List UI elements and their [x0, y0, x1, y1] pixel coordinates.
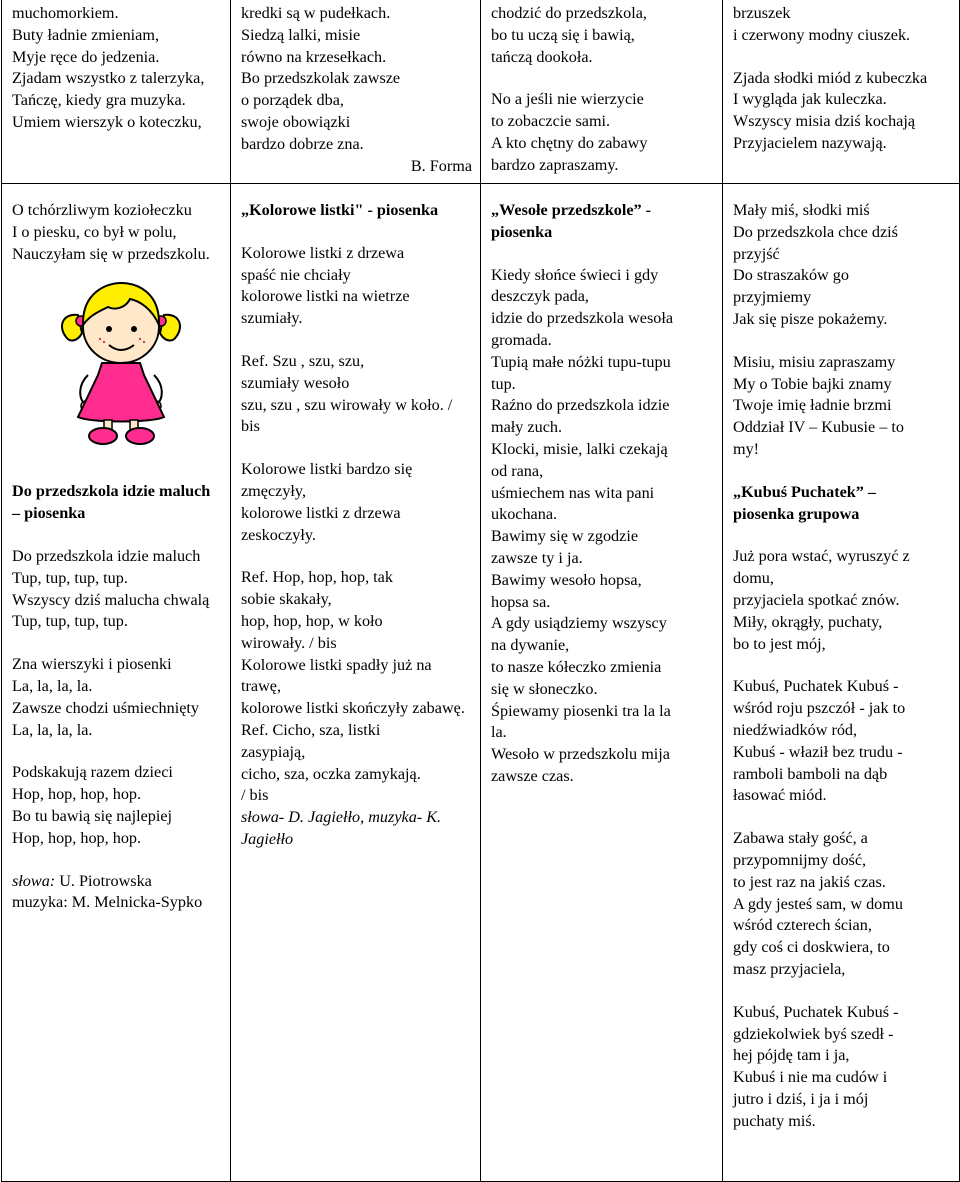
verse: Zabawa stały gość, a przypomnijmy dość, to jest raz na jakiś czas. A gdy jesteś sam, w domu wśród czterech ścian, gdy coś ci doskwiera, to masz przyjaciela,	[733, 829, 903, 978]
cell-r2-c3	[481, 184, 723, 1182]
verse: Kolorowe listki bardzo się zmęczyły, kolorowe listki z drzewa zeskoczyły.	[241, 460, 413, 544]
text-block: kredki są w pudełkach. Siedzą lalki, misie równo na krzesełkach. Bo przedszkolak zawsze o porządek dba, swoje obowiązki bardzo dobrze zna.	[241, 4, 401, 153]
table-row	[2, 0, 960, 184]
song-title: „Kolorowe listki" - piosenka	[241, 201, 439, 219]
cell-r2-c4	[723, 184, 960, 1182]
verse: Zna wierszyki i piosenki La, la, la, la. Zawsze chodzi uśmiechnięty La, la, la, la.	[12, 655, 199, 739]
text-block: O tchórzliwym koziołeczku I o piesku, co był w polu, Nauczyłam się w przedszkolu.	[12, 201, 210, 263]
song-credit: muzyka: M. Melnicka-Sypko	[12, 893, 203, 912]
verse: Już pora wstać, wyruszyć z domu, przyjaciela spotkać znów. Miły, okrągły, puchaty, bo to jest mój,	[733, 547, 910, 653]
author-credit: B. Forma	[410, 156, 472, 175]
table-row	[2, 184, 960, 1182]
cell-r1-c3	[481, 0, 723, 184]
credit-value: U. Piotrowska	[55, 871, 152, 890]
text-block: muchomorkiem. Buty ładnie zmieniam, Myje ręce do jedzenia. Zjadam wszystko z talerzyka, Tańczę, kiedy gra muzyka. Umiem wierszyk o koteczku,	[12, 4, 205, 131]
cell-r1-c1	[2, 0, 231, 184]
verse: Kiedy słońce świeci i gdy deszczyk pada, idzie do przedszkola wesoła gromada. Tupią małe nóżki tupu-tupu tup. Raźno do przedszkola idzie mały zuch. Klocki, misie, lalki czekają od rana, uśmiechem nas wita pani ukochana. Bawimy się w zgodzie zawsze ty i ja. Bawimy wesoło hopsa, hopsa sa. A gdy usiądziemy wszyscy na dywanie, to nasze kółeczko zmienia się w słoneczko. Śpiewamy piosenki tra la la la. Wesoło w przedszkolu mija zawsze czas.	[491, 265, 674, 785]
text-block: brzuszek i czerwony modny ciuszek.	[733, 4, 911, 44]
verse: Misiu, misiu zapraszamy My o Tobie bajki znamy Twoje imię ładnie brzmi Oddział IV – Kubusie – to my!	[733, 352, 904, 458]
verse: Mały miś, słodki miś Do przedszkola chce dziś przyjść Do straszaków go przyjmiemy Jak się pisze pokażemy.	[733, 201, 898, 328]
text-block: Zjada słodki miód z kubeczka I wygląda jak kuleczka. Wszyscy misia dziś kochają Przyjacielem nazywają.	[733, 68, 928, 152]
song-table	[1, 0, 960, 1182]
song-title: „Wesołe przedszkole” - piosenka	[491, 201, 652, 241]
cell-r1-c4	[723, 0, 960, 184]
cell-r2-c1	[2, 184, 231, 1182]
song-credit: słowa- D. Jagiełło, muzyka- K. Jagiełło	[241, 808, 442, 848]
verse: Do przedszkola idzie maluch Tup, tup, tup, tup. Wszyscy dziś malucha chwalą Tup, tup, tup, tup.	[12, 546, 210, 631]
credit-label: słowa:	[12, 871, 56, 890]
cell-r1-c2	[231, 0, 481, 184]
text-block: No a jeśli nie wierzycie to zobaczcie sami. A kto chętny do zabawy bardzo zapraszamy.	[491, 90, 648, 174]
song-title: Do przedszkola idzie maluch – piosenka	[12, 482, 211, 523]
girl-illustration	[56, 275, 186, 447]
verse: Podskakują razem dzieci Hop, hop, hop, hop. Bo tu bawią się najlepiej Hop, hop, hop, hop.	[12, 763, 173, 847]
verse: Kubuś, Puchatek Kubuś - gdziekolwiek byś szedł - hej pójdę tam i ja, Kubuś i nie ma cudów i jutro i dziś, i ja i mój puchaty miś.	[733, 1002, 899, 1130]
verse: Ref. Szu , szu, szu, szumiały wesoło szu, szu , szu wirowały w koło. / bis	[241, 351, 453, 436]
cell-r2-c2	[231, 184, 481, 1182]
song-credit	[12, 871, 222, 893]
verse: Kolorowe listki z drzewa spaść nie chciały kolorowe listki na wietrze szumiały.	[241, 243, 410, 328]
song-title: „Kubuś Puchatek” – piosenka grupowa	[733, 482, 877, 523]
text-block: chodzić do przedszkola, bo tu uczą się i bawią, tańczą dookoła.	[491, 4, 647, 66]
verse: Ref. Hop, hop, hop, tak sobie skakały, hop, hop, hop, w koło wirowały. / bis Kolorowe listki spadły już na trawę, kolorowe listki skończyły zabawę. Ref. Cicho, sza, listki zasypiają, cicho, sza, oczka zamykają. / bis	[241, 568, 465, 805]
verse: Kubuś, Puchatek Kubuś - wśród roju pszczół - jak to niedźwiadków ród, Kubuś - właził bez trudu - ramboli bamboli na dąb łasować miód.	[733, 677, 906, 805]
